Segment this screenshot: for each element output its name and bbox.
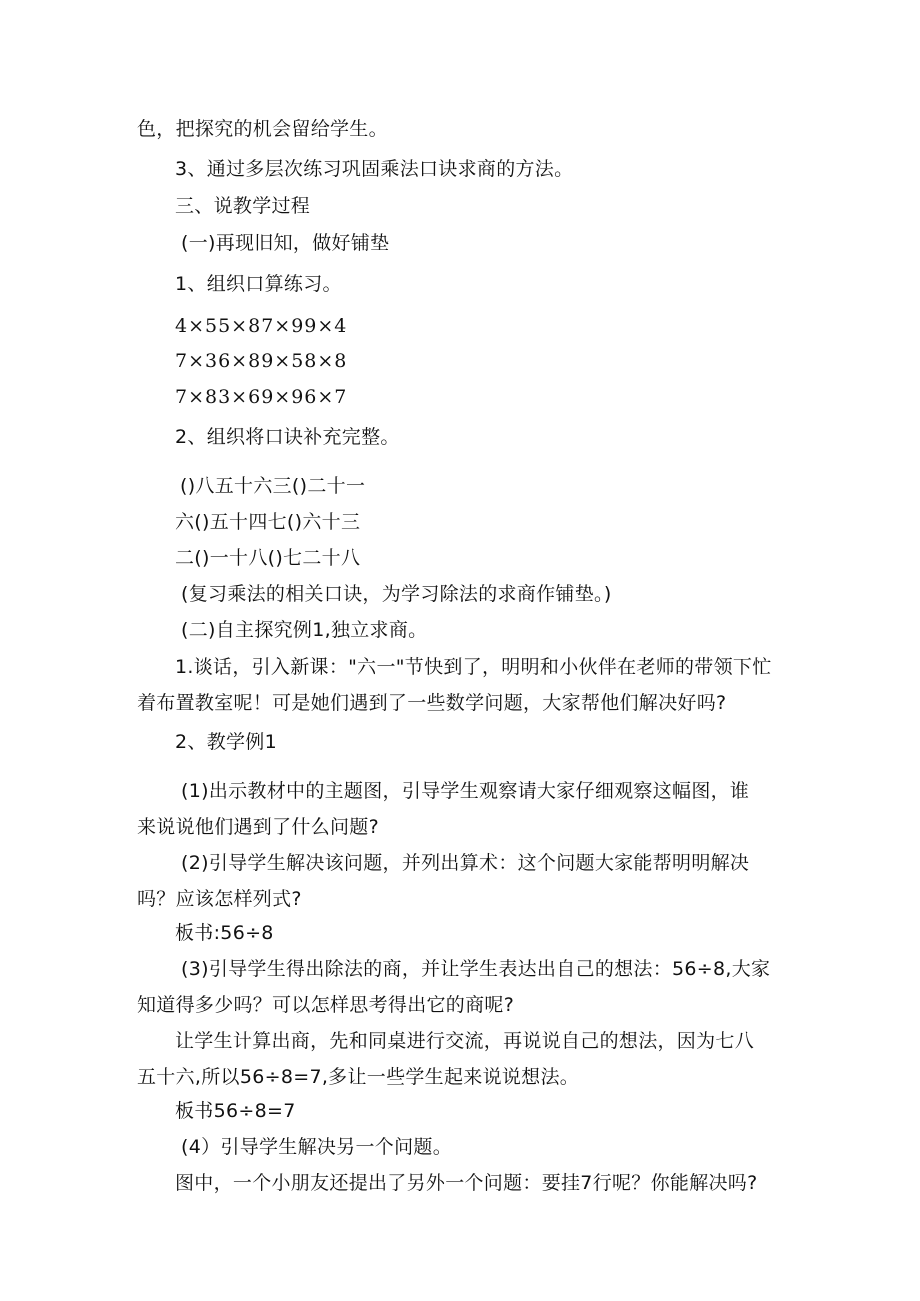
math-line: 7×36×89×58×8 — [175, 350, 348, 372]
text-line: 色，把探究的机会留给学生。 — [137, 118, 388, 140]
math-line: 4×55×87×99×4 — [175, 315, 348, 337]
text-line: 图中，一个小朋友还提出了另外一个问题：要挂7行呢？你能解决吗? — [175, 1172, 758, 1194]
text-line: (4）引导学生解决另一个问题。 — [181, 1136, 453, 1158]
text-line: 来说说他们遇到了什么问题? — [137, 816, 379, 838]
text-line: 2、教学例1 — [175, 731, 277, 753]
text-line: 1.谈话，引入新课："六一"节快到了，明明和小伙伴在老师的带领下忙 — [175, 656, 772, 678]
text-line: 1、组织口算练习。 — [175, 273, 342, 295]
section-heading: 三、说教学过程 — [175, 195, 311, 217]
board-writing: 板书56÷8=7 — [175, 1100, 296, 1122]
text-line: (1)出示教材中的主题图，引导学生观察请大家仔细观察这幅图，谁 — [181, 780, 750, 802]
subsection-heading: (二)自主探究例1,独立求商。 — [181, 619, 428, 641]
text-line: (3)引导学生得出除法的商，并让学生表达出自己的想法：56÷8,大家 — [181, 958, 771, 980]
text-line: 吗？应该怎样列式? — [137, 888, 302, 910]
board-writing: 板书:56÷8 — [175, 922, 274, 944]
text-line: 3、通过多层次练习巩固乘法口诀求商的方法。 — [175, 158, 574, 180]
text-line: 知道得多少吗？可以怎样思考得出它的商呢? — [137, 994, 515, 1016]
formula-line: 二()一十八()七二十八 — [175, 547, 361, 569]
text-line: 2、组织将口诀补充完整。 — [175, 426, 400, 448]
subsection-heading: (一)再现旧知，做好铺垫 — [181, 232, 390, 254]
text-line: 五十六,所以56÷8=7,多让一些学生起来说说想法。 — [137, 1066, 580, 1088]
formula-line: ()八五十六三()二十一 — [180, 475, 366, 497]
formula-line: 六()五十四七()六十三 — [175, 511, 361, 533]
text-line: (2)引导学生解决该问题，并列出算术：这个问题大家能帮明明解决 — [181, 852, 750, 874]
text-line: (复习乘法的相关口诀，为学习除法的求商作铺垫。) — [181, 583, 612, 605]
text-line: 着布置教室呢！可是她们遇到了一些数学问题，大家帮他们解决好吗? — [137, 692, 727, 714]
math-line: 7×83×69×96×7 — [175, 386, 348, 408]
text-line: 让学生计算出商，先和同桌进行交流，再说说自己的想法，因为七八 — [175, 1030, 755, 1052]
